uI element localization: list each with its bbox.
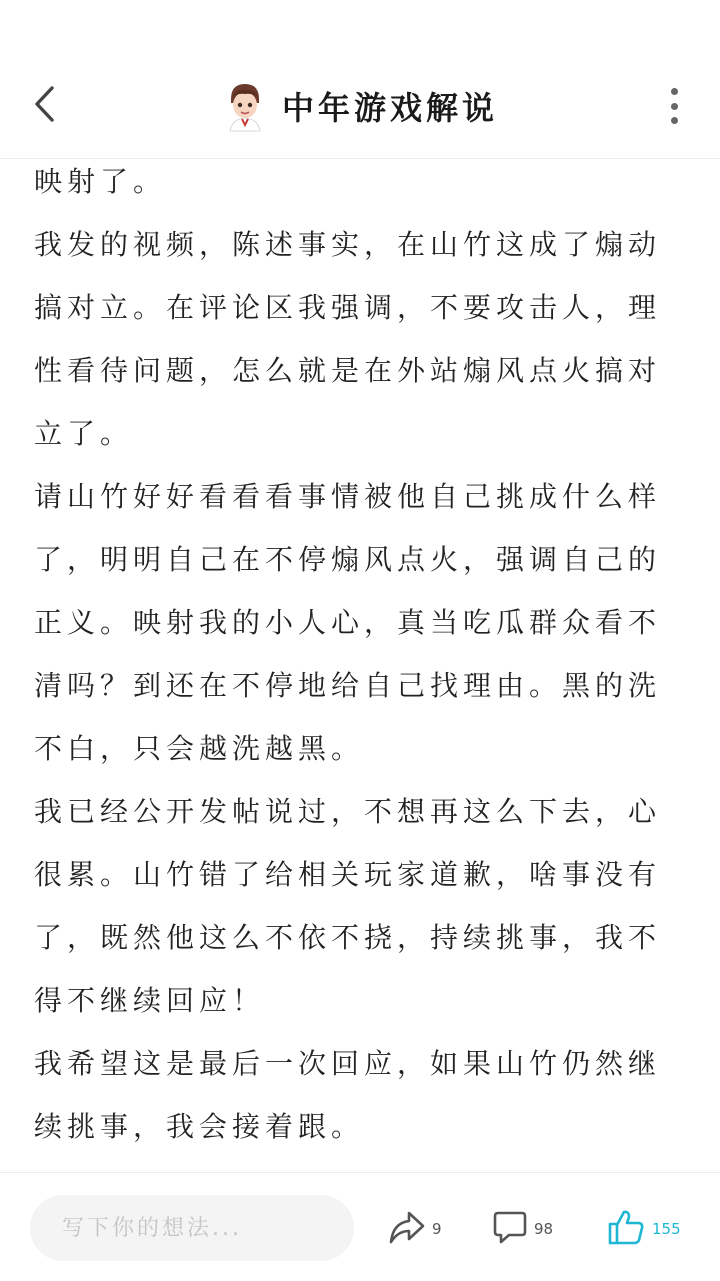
more-options-button[interactable]: [664, 88, 684, 124]
comment-count: 98: [534, 1220, 554, 1238]
like-count: 155: [652, 1220, 681, 1238]
article-paragraph: 我已经公开发帖说过，不想再这么下去，心很累。山竹错了给相关玩家道歉，啥事没有了，既然他这么不依不挠，持续挑事，我不得不继续回应！: [34, 795, 662, 1017]
comment-button[interactable]: [492, 1203, 553, 1251]
share-icon: [388, 1209, 426, 1245]
author-title[interactable]: [0, 76, 720, 136]
more-dot-icon: [671, 88, 678, 95]
like-button[interactable]: [606, 1203, 681, 1251]
article-paragraph: 我发的视频，陈述事实，在山竹这成了煽动搞对立。在评论区我强调，不要攻击人，理性看待问题，怎么就是在外站煽风点火搞对立了。: [34, 228, 662, 450]
article-body: [34, 150, 686, 1172]
comment-input[interactable]: [30, 1195, 354, 1261]
article-paragraph: 请山竹好好看看看事情被他自己挑成什么样了，明明自己在不停煽风点火，强调自己的正义。映射我的小人心，真当吃瓜群众看不清吗？到还在不停地给自己找理由。黑的洗不白，只会越洗越黑。: [34, 480, 662, 765]
comment-icon: [492, 1209, 528, 1245]
avatar[interactable]: [222, 81, 268, 131]
article-paragraph: 映射了。: [34, 165, 167, 198]
share-count: 9: [432, 1220, 442, 1238]
more-dot-icon: [671, 117, 678, 124]
article-paragraph: 我希望这是最后一次回应，如果山竹仍然继续挑事，我会接着跟。: [34, 1047, 662, 1143]
status-bar: [0, 0, 720, 56]
page-title: 中年游戏解说: [281, 89, 498, 127]
top-bar: [0, 56, 720, 159]
bottom-action-bar: [0, 1172, 720, 1281]
share-button[interactable]: [388, 1203, 442, 1251]
more-dot-icon: [671, 103, 678, 110]
thumbs-up-icon: [606, 1207, 646, 1247]
